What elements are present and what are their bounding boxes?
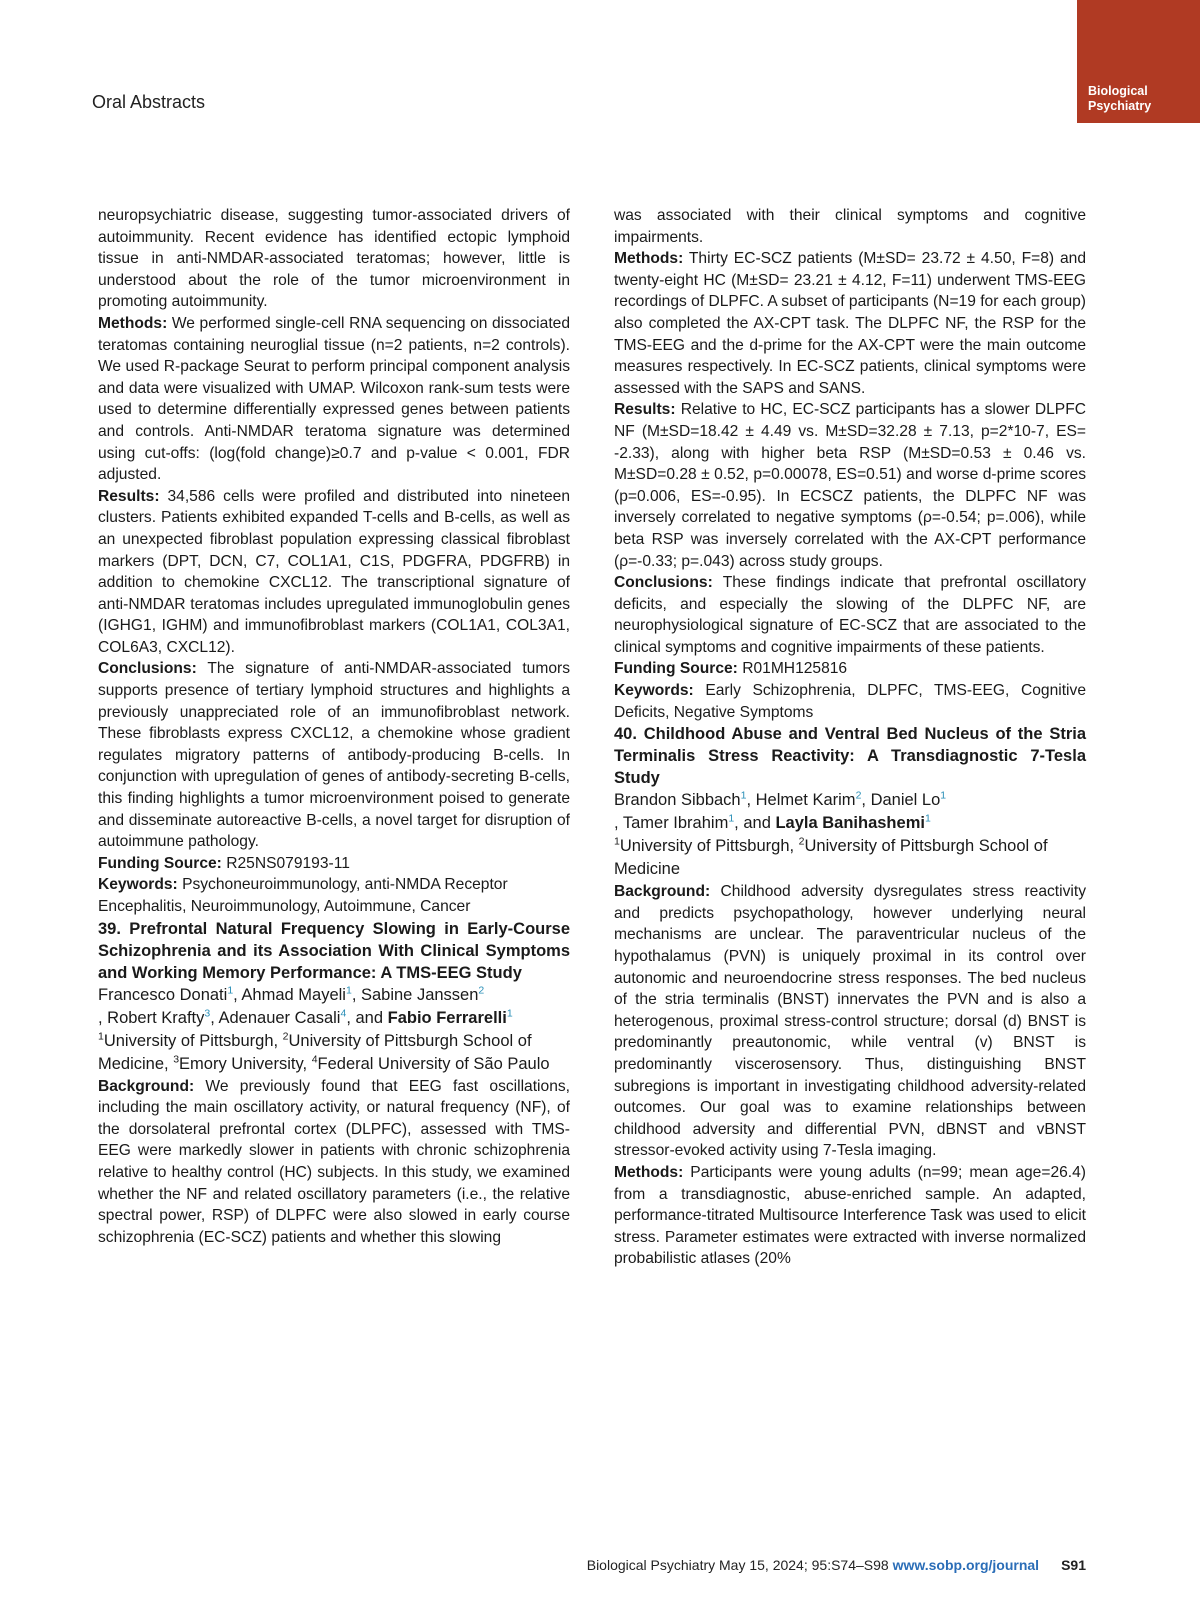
abstract-39-affiliations [98, 1030, 570, 1076]
methods-label: Methods: [614, 250, 684, 268]
author-affil-link[interactable]: 3 [204, 1007, 211, 1020]
author-name: , Sabine Janssen [351, 985, 479, 1004]
keywords-label: Keywords: [98, 876, 178, 894]
author-name: , Robert Krafty [98, 1008, 205, 1027]
results-label: Results: [614, 401, 676, 419]
author-affil-link[interactable]: 1 [506, 1007, 513, 1020]
methods-text: Thirty EC-SCZ patients (M±SD= 23.72 ± 4.50, F=8) and twenty-eight HC (M±SD= 23.21 ± 4.12, F=11) underwent TMS-EEG recordings of DLPFC. A subset of participants (N=19 for each group) also completed the AX-CPT task. The DLPFC NF, the RSP for the TMS-EEG and the d-prime for the AX-CPT were the main outcome measures respectively. In EC-SCZ patients, clinical symptoms were assessed with the SAPS and SANS. [614, 250, 1086, 397]
affil-number: 4 [311, 1053, 318, 1066]
right-column [614, 205, 1086, 1270]
author-name: Francesco Donati [98, 985, 228, 1004]
methods-paragraph [98, 313, 570, 486]
funding-label: Funding Source: [614, 660, 738, 678]
abstract-39-title: 39. Prefrontal Natural Frequency Slowing in Early-Course Schizophrenia and its Association With Clinical Symptoms and Working Memory Performance: A TMS-EEG Study [98, 919, 570, 982]
conclusions-label: Conclusions: [98, 660, 197, 678]
affil-name: Emory University, [179, 1054, 312, 1073]
affil-number: 2 [282, 1030, 289, 1043]
author-affil-link[interactable]: 1 [924, 812, 931, 825]
author-name: , Adenauer Casali [210, 1008, 341, 1027]
funding-paragraph [98, 853, 570, 875]
conclusions-text: The signature of anti-NMDAR-associated tumors supports presence of tertiary lymphoid structures and highlights a previously unappreciated role of an immunofibroblast network. These fibroblasts express CXCL12, a chemokine whose gradient regulates migratory patterns of antibody-producing B-cells. In conjunction with upregulation of genes of antibody-secreting B-cells, this finding highlights a tumor microenvironment poised to generate and disseminate autoreactive B-cells, a novel target for disruption of autoimmune pathology. [98, 660, 570, 851]
funding-paragraph [614, 658, 1086, 680]
funding-text: R01MH125816 [737, 660, 848, 678]
footer-citation: Biological Psychiatry May 15, 2024; 95:S74–S98 [586, 1557, 893, 1573]
journal-link[interactable]: www.sobp.org/journal [892, 1557, 1040, 1573]
abstract-40-authors [614, 789, 1086, 835]
author-affil-link[interactable]: 2 [855, 789, 862, 802]
affil-number: 3 [173, 1053, 180, 1066]
methods-text: We performed single-cell RNA sequencing on dissociated teratomas containing neuroglial tissue (n=2 patients, n=2 controls). We used R-package Seurat to perform principal component analysis and data were visualized with UMAP. Wilcoxon rank-sum tests were used to determine differentially expressed genes between patients and controls. Anti-NMDAR teratoma signature was determined using cut-offs: (log(fold change)≥0.7 and p-value < 0.001, FDR adjusted. [98, 314, 570, 484]
methods-text: Participants were young adults (n=99; mean age=26.4) from a transdiagnostic, abuse-enriched sample. An adapted, performance-titrated Multisource Interference Task was used to elicit stress. Parameter estimates were extracted with inverse normalized probabilistic atlases (20% [614, 1163, 1086, 1268]
abstract-40-affiliations [614, 835, 1086, 881]
methods-label: Methods: [98, 314, 168, 332]
affil-number: 2 [798, 835, 805, 848]
results-text: Relative to HC, EC-SCZ participants has a slower DLPFC NF (M±SD=18.42 ± 4.49 vs. M±SD=32.28 ± 7.13, p=2*10-7, ES= -2.33), along with higher beta RSP (M±SD=0.53 ± 0.46 vs. M±SD=0.28 ± 0.52, p=0.00078, ES=0.51) and worse d-prime scores (p=0.006, ES=-0.95). In ECSCZ patients, the DLPFC NF was inversely correlated to negative symptoms (ρ=-0.54; p=.006), while beta RSP was inversely correlated with the AX-CPT performance (ρ=-0.33; p=.043) across study groups. [614, 401, 1086, 570]
abstract-40-methods [614, 1162, 1086, 1270]
results-paragraph [98, 486, 570, 659]
abstract-39-authors [98, 984, 570, 1030]
author-name: , Helmet Karim [746, 791, 856, 810]
conclusions-paragraph [98, 658, 570, 852]
keywords-text: Early Schizophrenia, DLPFC, TMS-EEG, Cognitive Deficits, Negative Symptoms [614, 682, 1086, 721]
presenting-author: Layla Banihashemi [775, 814, 925, 833]
conclusions-label: Conclusions: [614, 574, 713, 592]
author-affil-link[interactable]: 1 [940, 789, 947, 802]
keywords-label: Keywords: [614, 682, 694, 700]
author-affil-link[interactable]: 4 [340, 1007, 347, 1020]
author-name: , Daniel Lo [861, 791, 941, 810]
author-name: , Tamer Ibrahim [614, 814, 729, 833]
author-affil-link[interactable]: 1 [345, 984, 352, 997]
left-column [98, 205, 570, 1248]
affil-name: University of Pittsburgh, [103, 1031, 283, 1050]
affil-name: Federal University of São Paulo [317, 1054, 550, 1073]
results-text: 34,586 cells were profiled and distributed into nineteen clusters. Patients exhibited expanded T-cells and B-cells, as well as an unexpected fibroblast population expressing classical fibroblast markers (DPT, DCN, C7, COL1A1, C1S, PDGFRA, PDGFRB) in addition to chemokine CXCL12. The transcriptional signature of anti-NMDAR teratomas includes upregulated immunoglobulin genes (IGHG1, IGHM) and immunofibroblast markers (COL1A1, COL3A1, COL6A3, CXCL12). [98, 487, 570, 656]
funding-text: R25NS079193-11 [221, 854, 350, 872]
conclusions-text: These findings indicate that prefrontal oscillatory deficits, and especially the slowing of the DLPFC NF, are neurophysiological signature of EC-SCZ that are associated to the clinical symptoms and cognitive impairments of these patients. [614, 574, 1086, 656]
methods-label: Methods: [614, 1163, 684, 1181]
journal-badge-line2: Psychiatry [1088, 99, 1152, 113]
intro-paragraph: neuropsychiatric disease, suggesting tumor-associated drivers of autoimmunity. Recent evidence has identified ectopic lymphoid tissue in anti-NMDAR-associated teratomas; however, little is understood about the role of the tumor microenvironment in promoting autoimmunity. [98, 207, 570, 311]
affil-name: University of Pittsburgh School of Medicine [614, 837, 1048, 879]
author-separator: , and [346, 1008, 388, 1027]
section-title: Oral Abstracts [92, 92, 206, 112]
keywords-paragraph [614, 680, 1086, 723]
author-affil-link[interactable]: 1 [728, 812, 735, 825]
abstract-40-background [614, 881, 1086, 1162]
abstract-40-title: 40. Childhood Abuse and Ventral Bed Nucleus of the Stria Terminalis Stress Reactivity: A Transdiagnostic 7-Tesla Study [614, 725, 1086, 788]
presenting-author: Fabio Ferrarelli [387, 1008, 507, 1027]
page-footer [587, 1557, 1086, 1573]
funding-label: Funding Source: [98, 854, 222, 872]
author-name: , Ahmad Mayeli [233, 985, 346, 1004]
author-affil-link[interactable]: 2 [478, 984, 485, 997]
conclusions-paragraph [614, 572, 1086, 658]
results-label: Results: [98, 487, 160, 505]
keywords-text: Psychoneuroimmunology, anti-NMDA Receptor Encephalitis, Neuroimmunology, Autoimmune, Cancer [98, 876, 508, 915]
background-text: We previously found that EEG fast oscillations, including the main oscillatory activity, or natural frequency (NF), of the dorsolateral prefrontal cortex (DLPFC), assessed with TMS-EEG were markedly slower in patients with chronic schizophrenia relative to healthy control (HC) subjects. In this study, we examined whether the NF and related oscillatory parameters (i.e., the relative spectral power, RSP) of DLPFC were also slowed in early course schizophrenia (EC-SCZ) patients and whether this slowing [98, 1077, 570, 1246]
methods-paragraph [614, 248, 1086, 399]
affil-name: University of Pittsburgh, [619, 837, 799, 856]
page-number: S91 [1061, 1557, 1086, 1573]
author-separator: , and [734, 814, 776, 833]
affil-name: University of Pittsburgh School of Medicine, [98, 1031, 532, 1073]
affil-number: 1 [98, 1030, 104, 1043]
background-label: Background: [98, 1077, 195, 1095]
author-affil-link[interactable]: 1 [227, 984, 234, 997]
author-name: Brandon Sibbach [614, 791, 741, 810]
affil-number: 1 [614, 835, 620, 848]
continued-paragraph: was associated with their clinical symptoms and cognitive impairments. [614, 207, 1086, 246]
journal-badge [1077, 0, 1200, 123]
background-label: Background: [614, 883, 711, 901]
keywords-paragraph [98, 874, 570, 917]
background-text: Childhood adversity dysregulates stress reactivity and predicts psychopathology, however underlying neural mechanisms are unclear. The paraventricular nucleus of the hypothalamus (PVN) is uniquely proximal in its control over autonomic and neuroendocrine stress responses. The bed nucleus of the stria terminalis (BNST) innervates the PVN and is also a heterogenous, proximal stress-control structure; dorsal (d) BNST is predominantly preautonomic, while ventral (v) BNST is predominantly viscerosensory. Thus, distinguishing BNST subregions is important in investigating childhood adversity-related outcomes. Our goal was to examine relationships between childhood adversity and differential PVN, dBNST and vBNST stressor-evoked activity using 7-Tesla imaging. [614, 883, 1086, 1160]
journal-badge-line1: Biological [1088, 84, 1148, 98]
results-paragraph [614, 399, 1086, 572]
abstract-39-background [98, 1076, 570, 1249]
author-affil-link[interactable]: 1 [740, 789, 747, 802]
